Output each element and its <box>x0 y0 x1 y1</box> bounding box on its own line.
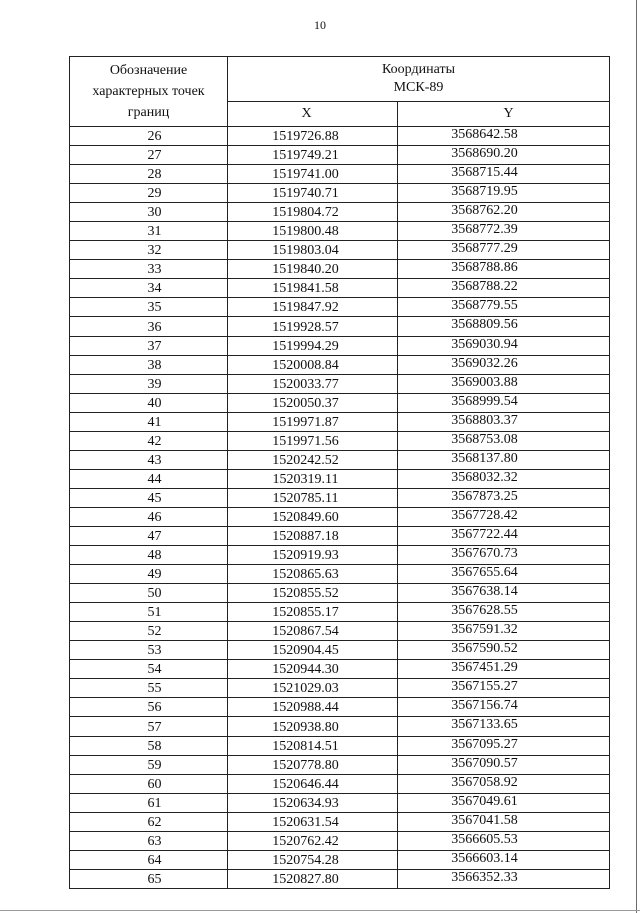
y-coordinate-cell: 3568762.20 <box>398 203 610 222</box>
table-row <box>70 526 610 545</box>
y-coordinate-cell: 3568715.44 <box>398 165 610 184</box>
x-coordinate-cell: 1520855.52 <box>228 584 398 603</box>
y-coordinate-cell: 3567041.58 <box>398 812 610 831</box>
x-coordinate-cell: 1520646.44 <box>228 774 398 793</box>
y-coordinate-cell: 3567591.32 <box>398 622 610 641</box>
table-row <box>70 355 610 374</box>
x-coordinate-cell: 1520938.80 <box>228 717 398 736</box>
y-coordinate-cell: 3568809.56 <box>398 317 610 336</box>
y-coordinate-cell: 3567655.64 <box>398 565 610 584</box>
table-row <box>70 660 610 679</box>
y-coordinate-cell: 3567095.27 <box>398 736 610 755</box>
coordinate-system: МСК-89 <box>393 80 444 95</box>
y-coordinate-cell: 3566605.53 <box>398 831 610 850</box>
point-number-cell: 40 <box>70 393 228 412</box>
y-coordinate-cell: 3569032.26 <box>398 355 610 374</box>
point-number-cell: 28 <box>70 165 228 184</box>
table-row <box>70 488 610 507</box>
x-coordinate-cell: 1519726.88 <box>228 127 398 146</box>
x-coordinate-cell: 1519928.57 <box>228 317 398 336</box>
point-number-cell: 62 <box>70 812 228 831</box>
point-number-cell: 41 <box>70 412 228 431</box>
point-number-cell: 51 <box>70 603 228 622</box>
point-header-line: характерных точек <box>92 84 205 99</box>
point-number-cell: 46 <box>70 507 228 526</box>
x-coordinate-cell: 1520865.63 <box>228 565 398 584</box>
x-coordinate-cell: 1520634.93 <box>228 793 398 812</box>
y-coordinate-cell: 3567155.27 <box>398 679 610 698</box>
y-coordinate-cell: 3567133.65 <box>398 717 610 736</box>
x-coordinate-cell: 1519804.72 <box>228 203 398 222</box>
x-coordinate-cell: 1520762.42 <box>228 831 398 850</box>
point-number-cell: 27 <box>70 146 228 165</box>
point-number-cell: 34 <box>70 279 228 298</box>
point-number-cell: 33 <box>70 260 228 279</box>
point-number-cell: 57 <box>70 717 228 736</box>
point-number-cell: 55 <box>70 679 228 698</box>
y-coordinate-cell: 3567451.29 <box>398 660 610 679</box>
y-coordinate-cell: 3568999.54 <box>398 393 610 412</box>
point-number-cell: 65 <box>70 869 228 888</box>
x-coordinate-cell: 1520827.80 <box>228 869 398 888</box>
y-coordinate-cell: 3568779.55 <box>398 298 610 317</box>
table-row <box>70 298 610 317</box>
x-coordinate-cell: 1520988.44 <box>228 698 398 717</box>
point-number-cell: 58 <box>70 736 228 755</box>
y-coordinate-cell: 3568777.29 <box>398 241 610 260</box>
point-number-cell: 30 <box>70 203 228 222</box>
point-number-cell: 50 <box>70 584 228 603</box>
table-row <box>70 603 610 622</box>
table-body <box>70 127 610 889</box>
table-row <box>70 317 610 336</box>
x-coordinate-cell: 1519841.58 <box>228 279 398 298</box>
x-coordinate-cell: 1520754.28 <box>228 850 398 869</box>
x-coordinate-cell: 1520008.84 <box>228 355 398 374</box>
point-number-cell: 26 <box>70 127 228 146</box>
table-row <box>70 622 610 641</box>
table-row <box>70 546 610 565</box>
x-coordinate-cell: 1519840.20 <box>228 260 398 279</box>
table-header <box>70 57 610 127</box>
y-coordinate-cell: 3568032.32 <box>398 469 610 488</box>
point-number-cell: 42 <box>70 431 228 450</box>
point-number-cell: 64 <box>70 850 228 869</box>
y-coordinate-cell: 3567873.25 <box>398 488 610 507</box>
y-coordinate-cell: 3568772.39 <box>398 222 610 241</box>
page-edge-right <box>636 0 637 913</box>
x-coordinate-cell: 1521029.03 <box>228 679 398 698</box>
x-coordinate-cell: 1520944.30 <box>228 660 398 679</box>
x-coordinate-cell: 1520778.80 <box>228 755 398 774</box>
y-coordinate-cell: 3567590.52 <box>398 641 610 660</box>
table-row <box>70 850 610 869</box>
point-number-cell: 45 <box>70 488 228 507</box>
x-coordinate-cell: 1519741.00 <box>228 165 398 184</box>
point-number-cell: 60 <box>70 774 228 793</box>
x-coordinate-cell: 1520814.51 <box>228 736 398 755</box>
x-coordinate-cell: 1519800.48 <box>228 222 398 241</box>
x-coordinate-cell: 1520919.93 <box>228 546 398 565</box>
y-coordinate-cell: 3568642.58 <box>398 127 610 146</box>
table-row <box>70 641 610 660</box>
x-coordinate-cell: 1519994.29 <box>228 336 398 355</box>
point-number-cell: 31 <box>70 222 228 241</box>
point-number-cell: 44 <box>70 469 228 488</box>
table-row <box>70 393 610 412</box>
y-coordinate-cell: 3569003.88 <box>398 374 610 393</box>
point-number-cell: 36 <box>70 317 228 336</box>
table-row <box>70 241 610 260</box>
x-coordinate-cell: 1520855.17 <box>228 603 398 622</box>
table-row <box>70 812 610 831</box>
point-number-cell: 37 <box>70 336 228 355</box>
x-coordinate-cell: 1520904.45 <box>228 641 398 660</box>
table-row <box>70 565 610 584</box>
point-number-cell: 61 <box>70 793 228 812</box>
table-row <box>70 584 610 603</box>
y-coordinate-cell: 3567670.73 <box>398 546 610 565</box>
table-row <box>70 831 610 850</box>
y-coordinate-cell: 3567090.57 <box>398 755 610 774</box>
table-row <box>70 507 610 526</box>
point-header-line: границ <box>127 105 170 120</box>
y-coordinate-cell: 3566352.33 <box>398 869 610 888</box>
table-row <box>70 450 610 469</box>
table-row <box>70 374 610 393</box>
y-coordinate-cell: 3569030.94 <box>398 336 610 355</box>
point-number-cell: 59 <box>70 755 228 774</box>
table-row <box>70 431 610 450</box>
y-coordinate-cell: 3568788.86 <box>398 260 610 279</box>
table-row <box>70 679 610 698</box>
y-coordinate-cell: 3568753.08 <box>398 431 610 450</box>
point-number-cell: 49 <box>70 565 228 584</box>
x-coordinate-cell: 1520631.54 <box>228 812 398 831</box>
point-designation-header <box>70 57 228 127</box>
x-coordinate-cell: 1520033.77 <box>228 374 398 393</box>
y-coordinate-cell: 3568137.80 <box>398 450 610 469</box>
point-number-cell: 56 <box>70 698 228 717</box>
point-number-cell: 48 <box>70 546 228 565</box>
y-coordinate-cell: 3567728.42 <box>398 507 610 526</box>
table-row <box>70 165 610 184</box>
x-coordinate-cell: 1520242.52 <box>228 450 398 469</box>
point-header-line: Обозначение <box>109 63 188 78</box>
table-row <box>70 869 610 888</box>
point-number-cell: 54 <box>70 660 228 679</box>
y-coordinate-cell: 3567628.55 <box>398 603 610 622</box>
y-coordinate-cell: 3568719.95 <box>398 184 610 203</box>
table-row <box>70 146 610 165</box>
x-coordinate-cell: 1520785.11 <box>228 488 398 507</box>
coordinates-table <box>69 56 610 889</box>
point-number-cell: 63 <box>70 831 228 850</box>
table-row <box>70 336 610 355</box>
y-column-header: Y <box>398 102 610 127</box>
x-coordinate-cell: 1519847.92 <box>228 298 398 317</box>
x-coordinate-cell: 1520867.54 <box>228 622 398 641</box>
x-coordinate-cell: 1520887.18 <box>228 526 398 545</box>
page-number: 10 <box>314 18 326 32</box>
table-row <box>70 774 610 793</box>
y-coordinate-cell: 3566603.14 <box>398 850 610 869</box>
y-coordinate-cell: 3568788.22 <box>398 279 610 298</box>
point-number-cell: 38 <box>70 355 228 374</box>
page-edge-bottom <box>0 910 640 911</box>
y-coordinate-cell: 3567722.44 <box>398 526 610 545</box>
table-row <box>70 717 610 736</box>
x-coordinate-cell: 1520319.11 <box>228 469 398 488</box>
y-coordinate-cell: 3568690.20 <box>398 146 610 165</box>
table-row <box>70 793 610 812</box>
coordinates-header <box>228 57 610 102</box>
table-row <box>70 222 610 241</box>
point-number-cell: 43 <box>70 450 228 469</box>
point-number-cell: 29 <box>70 184 228 203</box>
point-number-cell: 32 <box>70 241 228 260</box>
point-number-cell: 35 <box>70 298 228 317</box>
table-row <box>70 203 610 222</box>
coordinates-title: Координаты <box>382 62 455 77</box>
table-row <box>70 755 610 774</box>
point-number-cell: 39 <box>70 374 228 393</box>
y-coordinate-cell: 3567058.92 <box>398 774 610 793</box>
x-coordinate-cell: 1519803.04 <box>228 241 398 260</box>
x-column-header: X <box>228 102 398 127</box>
table-row <box>70 260 610 279</box>
table-row <box>70 412 610 431</box>
table-row <box>70 127 610 146</box>
y-coordinate-cell: 3567638.14 <box>398 584 610 603</box>
x-coordinate-cell: 1519740.71 <box>228 184 398 203</box>
x-coordinate-cell: 1519971.87 <box>228 412 398 431</box>
point-number-cell: 53 <box>70 641 228 660</box>
table-row <box>70 184 610 203</box>
y-coordinate-cell: 3568803.37 <box>398 412 610 431</box>
table-row <box>70 279 610 298</box>
x-coordinate-cell: 1520050.37 <box>228 393 398 412</box>
point-number-cell: 47 <box>70 526 228 545</box>
table-row <box>70 698 610 717</box>
point-number-cell: 52 <box>70 622 228 641</box>
table-row <box>70 736 610 755</box>
table-row <box>70 469 610 488</box>
y-coordinate-cell: 3567049.61 <box>398 793 610 812</box>
y-coordinate-cell: 3567156.74 <box>398 698 610 717</box>
x-coordinate-cell: 1519971.56 <box>228 431 398 450</box>
x-coordinate-cell: 1519749.21 <box>228 146 398 165</box>
x-coordinate-cell: 1520849.60 <box>228 507 398 526</box>
